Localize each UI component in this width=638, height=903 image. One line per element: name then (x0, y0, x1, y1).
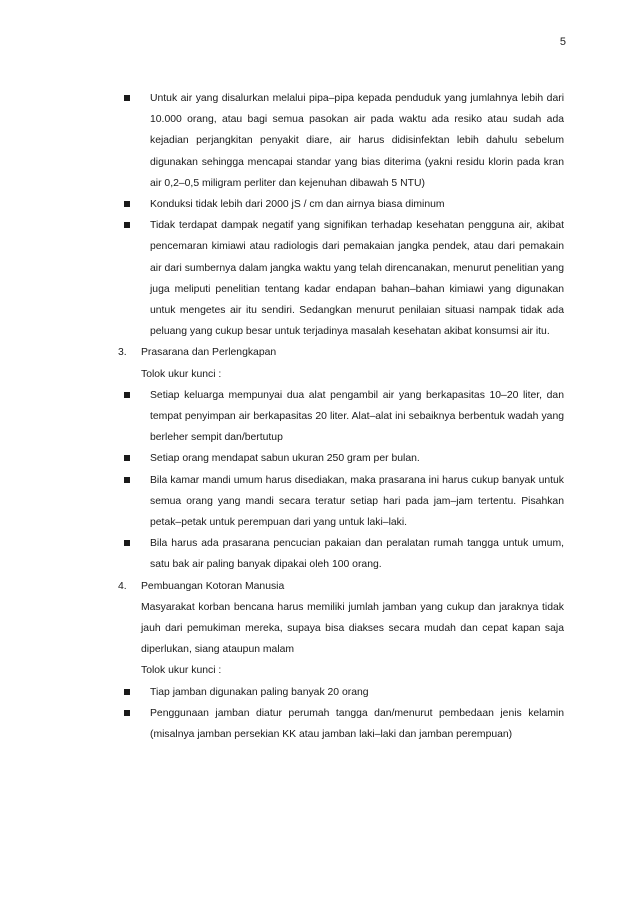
list-item (118, 470, 564, 534)
square-bullet-icon (124, 455, 130, 461)
list-item (118, 385, 564, 449)
section-3 (118, 342, 564, 384)
section-number: 3. (118, 347, 127, 359)
bullet-text: Tiap jamban digunakan paling banyak 20 orang (150, 686, 369, 698)
top-bullet-list (118, 88, 564, 342)
section-4-bullet-list (118, 682, 564, 746)
square-bullet-icon (124, 392, 130, 398)
bullet-text: Bila kamar mandi umum harus disediakan, maka prasarana ini harus cukup banyak untuk semua orang yang mandi secara teratur setiap hari pada jam–jam tertentu. Pisahkan petak–petak untuk perempuan dari yang untuk laki–laki. (150, 474, 564, 529)
square-bullet-icon (124, 222, 130, 228)
section-4 (118, 576, 564, 682)
section-paragraph: Masyarakat korban bencana harus memiliki jumlah jamban yang cukup dan jaraknya tidak jauh dari pemukiman mereka, supaya bisa diakses secara mudah dan cepat kapan saja diperlukan, siang ataupun malam (141, 601, 564, 656)
list-item (118, 194, 564, 215)
square-bullet-icon (124, 95, 130, 101)
bullet-text: Tidak terdapat dampak negatif yang signifikan terhadap kesehatan pengguna air, akibat pencemaran kimiawi atau radiologis dari pemakaian jangka pendek, atau dari pemakain air dari sumbernya dalam jangka waktu yang telah direncanakan, menurut penelitian yang juga meliputi penelitian tentang kadar endapan bahan–bahan kimiawi yang digunakan untuk mengetes air itu sendiri. Sedangkan menurut penilaian situasi nampak tidak ada peluang yang cukup besar untuk terjadinya masalah kesehatan akibat konsumsi air itu. (150, 220, 564, 338)
bullet-text: Setiap keluarga mempunyai dua alat pengambil air yang berkapasitas 10–20 liter, dan tempat penyimpan air berkapasitas 20 liter. Alat–alat ini sebaiknya berbentuk wadah yang berleher sempit dan/bertutup (150, 389, 564, 444)
list-item (118, 682, 564, 703)
section-subtitle: Tolok ukur kunci : (141, 665, 222, 677)
document-body (118, 88, 564, 745)
square-bullet-icon (124, 710, 130, 716)
square-bullet-icon (124, 540, 130, 546)
square-bullet-icon (124, 477, 130, 483)
list-item (118, 703, 564, 745)
section-title: Pembuangan Kotoran Manusia (141, 580, 285, 592)
bullet-text: Bila harus ada prasarana pencucian pakaian dan peralatan rumah tangga untuk umum, satu bak air paling banyak dipakai oleh 100 orang. (150, 538, 564, 571)
section-subtitle: Tolok ukur kunci : (141, 368, 222, 380)
section-3-bullet-list (118, 385, 564, 576)
square-bullet-icon (124, 689, 130, 695)
list-item (118, 533, 564, 575)
list-item (118, 215, 564, 342)
section-number: 4. (118, 580, 127, 592)
list-item (118, 88, 564, 194)
page-number: 5 (559, 36, 566, 48)
bullet-text: Setiap orang mendapat sabun ukuran 250 gram per bulan. (150, 453, 420, 465)
bullet-text: Penggunaan jamban diatur perumah tangga dan/menurut pembedaan jenis kelamin (misalnya jamban persekian KK atau jamban laki–laki dan jamban perempuan) (150, 707, 564, 741)
list-item (118, 448, 564, 469)
bullet-text: Konduksi tidak lebih dari 2000 jS / cm dan airnya biasa diminum (150, 199, 445, 211)
square-bullet-icon (124, 201, 130, 207)
bullet-text: Untuk air yang disalurkan melalui pipa–pipa kepada penduduk yang jumlahnya lebih dari 10.000 orang, atau bagi semua pasokan air pada waktu ada resiko atau sudah ada kejadian perjangkitan penyakit diare, air harus didisinfektan lebih dahulu sebelum digunakan sehingga mencapai standar yang bias diterima (yakni residu klorin pada kran air 0,2–0,5 miligram perliter dan kejenuhan dibawah 5 NTU) (150, 93, 564, 189)
section-title: Prasarana dan Perlengkapan (141, 347, 277, 359)
